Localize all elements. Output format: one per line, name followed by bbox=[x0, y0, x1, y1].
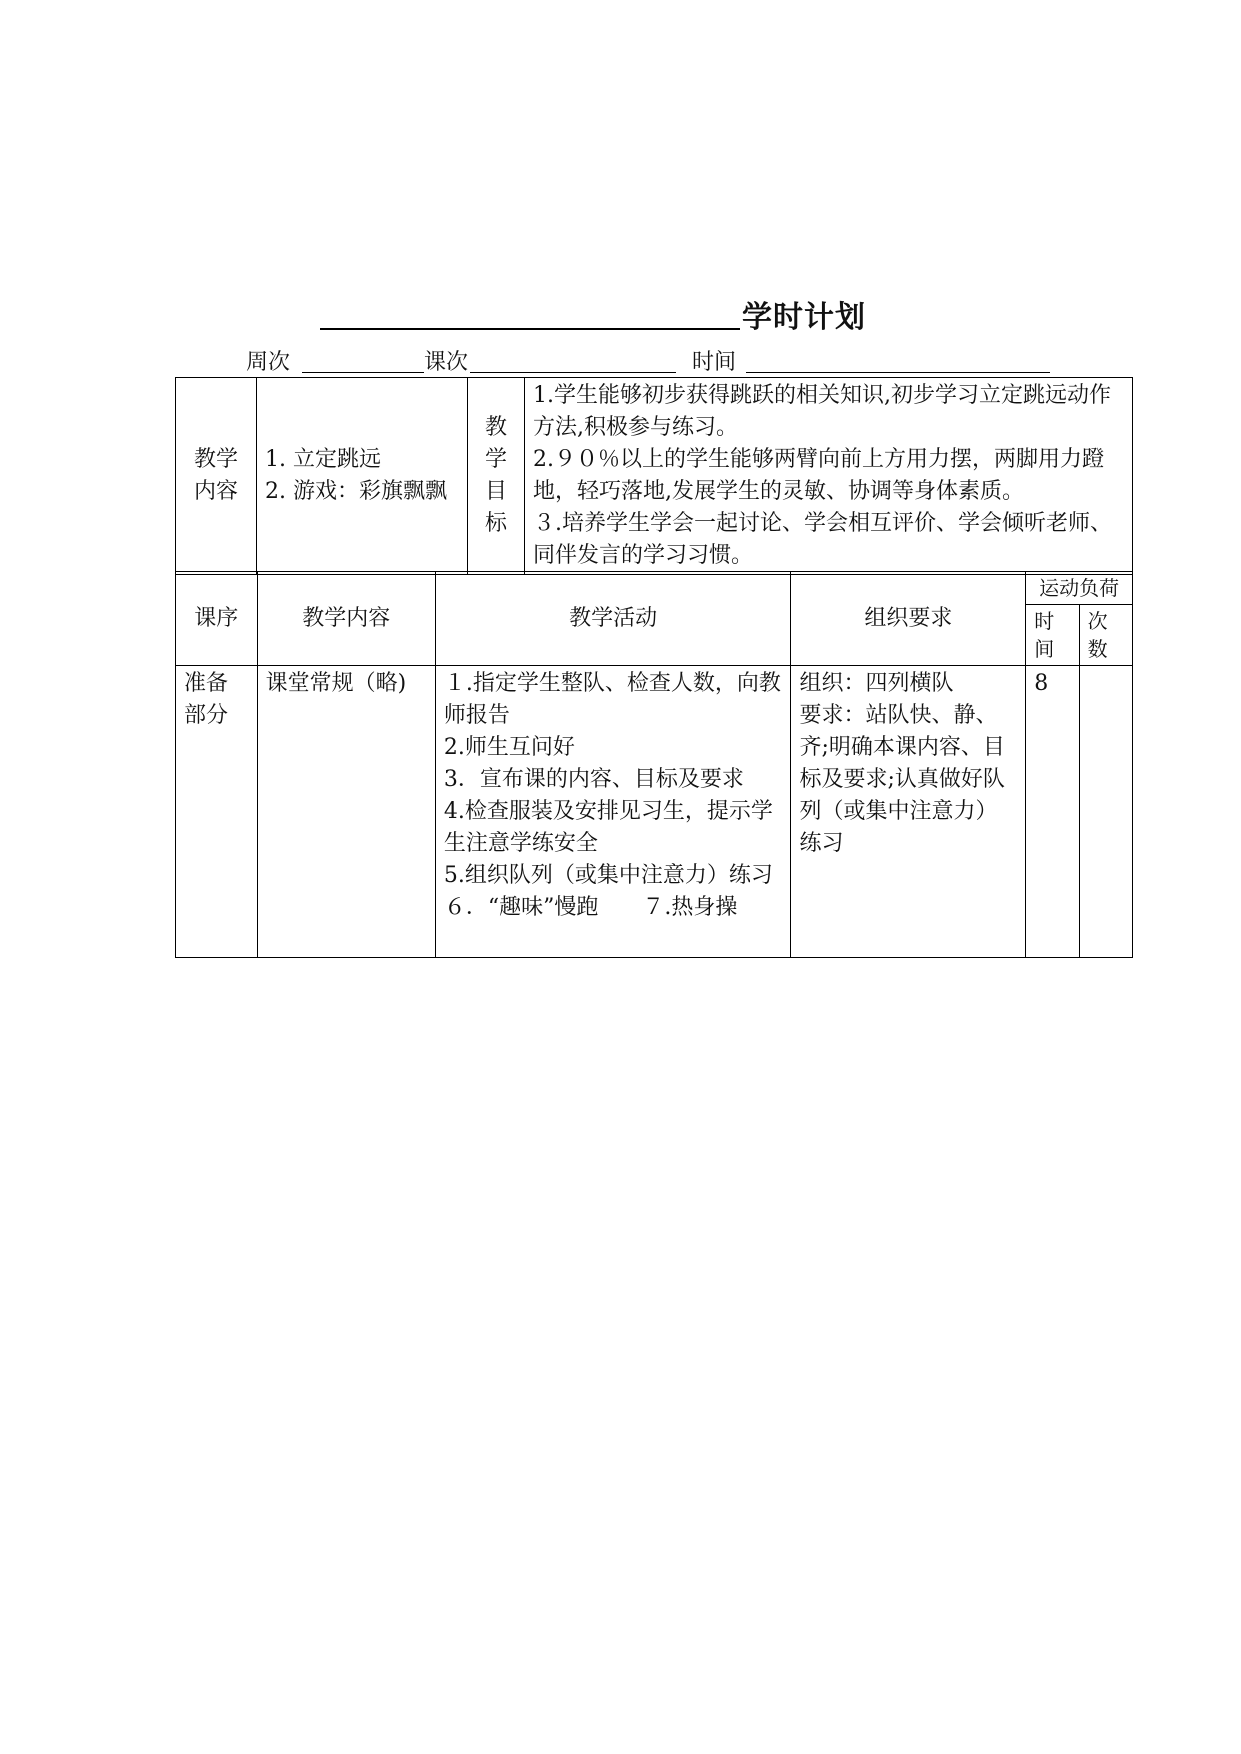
load-header: 运动负荷 bbox=[1026, 572, 1133, 605]
lesson-table bbox=[175, 571, 1133, 958]
week-blank bbox=[302, 372, 424, 373]
activity-item: ６．“趣味”慢跑 ７.热身操 bbox=[443, 895, 738, 920]
organization-item: 要求：站队快、静、齐;明确本课内容、目标及要求;认真做好队列（或集中注意力）练习 bbox=[799, 703, 1005, 856]
count-header: 次数 bbox=[1079, 605, 1132, 666]
content-item: 1. 立定跳远 bbox=[265, 447, 381, 472]
goal-item: 1.学生能够初步获得跳跃的相关知识,初步学习立定跳远动作方法,积极参与练习。 bbox=[533, 383, 1111, 440]
time-blank bbox=[746, 372, 1050, 373]
activity-item: 4.检查服装及安排见习生，提示学生注意学练安全 bbox=[443, 799, 773, 856]
row-content: 课堂常规（略) bbox=[257, 666, 435, 958]
row-time: 8 bbox=[1026, 666, 1079, 958]
row-organization bbox=[791, 666, 1026, 958]
content-col-header: 教学内容 bbox=[257, 572, 435, 666]
time-header: 时间 bbox=[1026, 605, 1079, 666]
activity-item: １.指定学生整队、检查人数，向教师报告 bbox=[443, 671, 781, 728]
goal-header: 教 学 目 标 bbox=[468, 378, 525, 575]
organization-header: 组织要求 bbox=[791, 572, 1026, 666]
table-row bbox=[176, 666, 1133, 958]
title-blank-line bbox=[320, 328, 740, 330]
row-activities bbox=[435, 666, 791, 958]
order-header: 课序 bbox=[176, 572, 258, 666]
activity-item: 5.组织队列（或集中注意力）练习 bbox=[443, 863, 773, 888]
activity-item: 3．宣布课的内容、目标及要求 bbox=[443, 767, 744, 792]
title-row bbox=[320, 292, 880, 335]
content-item: 2. 游戏：彩旗飘飘 bbox=[265, 479, 447, 504]
row-order: 准备部分 bbox=[176, 666, 258, 958]
goal-item: 2.９０％以上的学生能够两臂向前上方用力摆，两脚用力蹬地，轻巧落地,发展学生的灵敏、协调等身体素质。 bbox=[533, 447, 1104, 504]
lesson-label: 课次 bbox=[424, 350, 469, 375]
organization-item: 组织：四列横队 bbox=[799, 671, 954, 696]
goal-item: ３.培养学生学会一起讨论、学会相互评价、学会倾听老师、同伴发言的学习习惯。 bbox=[533, 511, 1112, 568]
lesson-blank bbox=[470, 372, 676, 373]
activity-header: 教学活动 bbox=[435, 572, 791, 666]
objectives-table bbox=[175, 377, 1133, 575]
content-items bbox=[257, 378, 468, 575]
activity-item: 2.师生互问好 bbox=[443, 735, 575, 760]
time-label: 时间 bbox=[692, 350, 737, 375]
week-label: 周次 bbox=[246, 350, 291, 375]
content-header: 教学内容 bbox=[176, 378, 257, 575]
goals bbox=[525, 378, 1133, 575]
page-title: 学时计划 bbox=[742, 300, 866, 335]
row-count bbox=[1079, 666, 1132, 958]
